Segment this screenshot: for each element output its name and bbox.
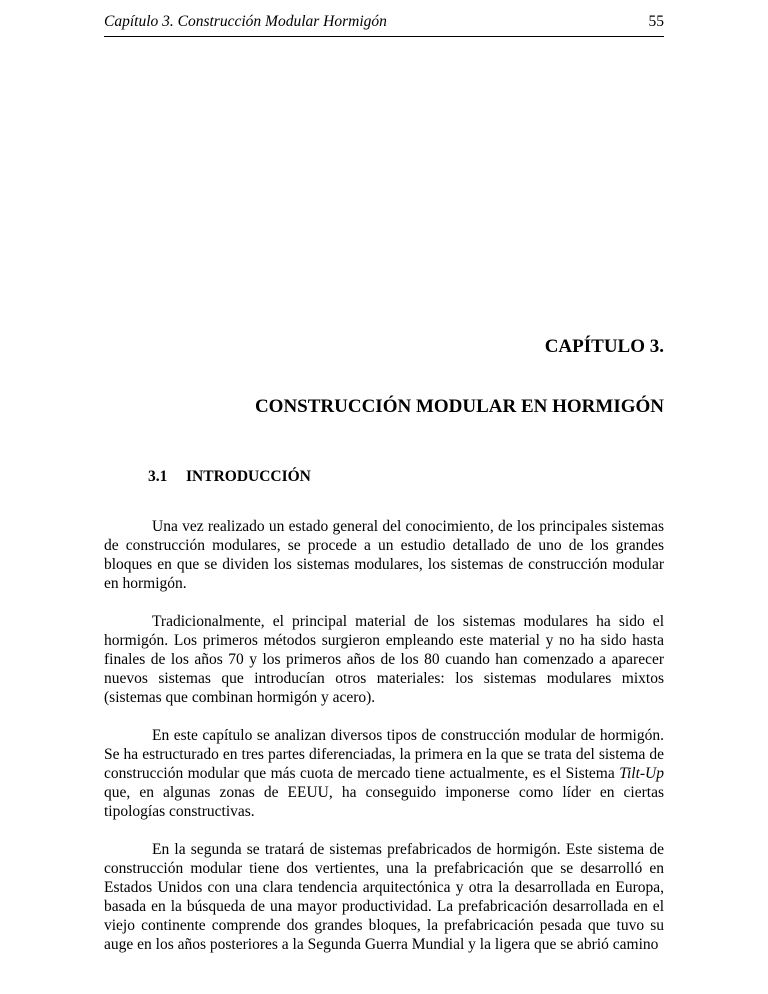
paragraph-text: En este capítulo se analizan diversos tipos de construcción modular de hormigón. Se ha estructurado en tres partes diferenciadas, la primera en la que se trata del sistema de construcción modular que más cuota de mercado tiene actualmente, es el Sistema	[104, 727, 664, 782]
section-number: 3.1	[148, 468, 168, 485]
paragraph: En la segunda se tratará de sistemas prefabricados de hormigón. Este sistema de construcción modular tiene dos vertientes, una la prefabricación que se desarrolló en Estados Unidos con una clara tendencia arquitectónica y otra la desarrollada en Europa, basada en la búsqueda de una mayor productividad. La prefabricación desarrollada en el viejo continente comprende dos grandes bloques, la prefabricación pesada que tuvo su auge en los años posteriores a la Segunda Guerra Mundial y la ligera que se abrió camino	[104, 841, 664, 953]
chapter-title: CONSTRUCCIÓN MODULAR EN HORMIGÓN	[254, 396, 664, 417]
paragraph-text: que, en algunas zonas de EEUU, ha conseguido imponerse como líder en ciertas tipologías constructivas.	[104, 784, 664, 820]
body-text	[104, 517, 664, 973]
paragraph: Tradicionalmente, el principal material de los sistemas modulares ha sido el hormigón. Los primeros métodos surgieron empleando este material y no ha sido hasta finales de los años 70 y los primeros años de los 80 cuando han comenzado a aparecer nuevos sistemas que introducían otros materiales: los sistemas modulares mixtos (sistemas que combinan hormigón y acero).	[104, 613, 664, 706]
paragraph: Una vez realizado un estado general del conocimiento, de los principales sistemas de construcción modulares, se procede a un estudio detallado de uno de los grandes bloques en que se dividen los sistemas modulares, los sistemas de construcción modular en hormigón.	[104, 518, 664, 592]
section-heading	[148, 468, 311, 486]
page-number: 55	[648, 13, 664, 30]
chapter-number: CAPÍTULO 3.	[544, 336, 664, 357]
paragraph	[104, 726, 664, 821]
section-title: INTRODUCCIÓN	[186, 468, 311, 485]
emphasis-term: Tilt-Up	[619, 765, 664, 782]
page-header	[104, 8, 664, 37]
running-title: Capítulo 3. Construcción Modular Hormigón	[104, 13, 387, 30]
